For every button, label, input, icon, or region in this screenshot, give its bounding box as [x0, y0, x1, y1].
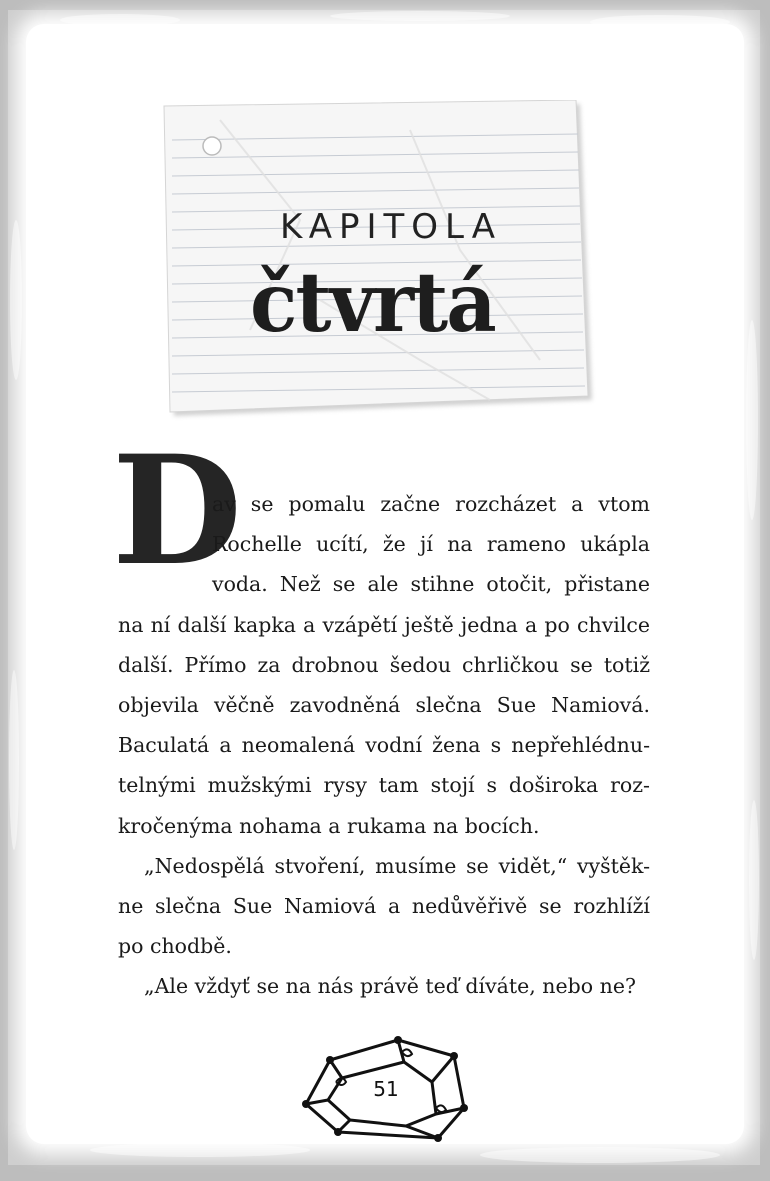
chapter-label: KAPITOLA [280, 207, 502, 247]
text-line: av se pomalu začne rozcházet a vtom [212, 492, 650, 516]
text-line: po chodbě. [118, 934, 232, 959]
text-line: telnými mužskými rysy tam stojí s doširoka roz- [118, 773, 650, 798]
text-line: „Ale vždyť se na nás právě teď díváte, nebo ne? [144, 974, 636, 999]
text-line: další. Přímo za drobnou šedou chrličkou se totiž [118, 652, 650, 677]
chapter-title: čtvrtá [250, 255, 495, 351]
page-number: 51 [373, 1077, 399, 1101]
text-line: „Nedospělá stvoření, musíme se vidět,“ vyštěk- [144, 853, 650, 878]
text-line: Baculatá a neomalená vodní žena s nepřehlédnu- [118, 733, 650, 758]
text-line: ne slečna Sue Namiová a nedůvěřivě se rozhlíží [118, 893, 650, 918]
text-line: voda. Než se ale stihne otočit, přistane [212, 572, 650, 597]
text-line: kročenýma nohama a rukama na bocích. [118, 813, 540, 838]
text-line: Rochelle ucítí, že jí na rameno ukápla [212, 532, 650, 557]
body-text [118, 484, 650, 1006]
text-line: objevila věčně zavodněná slečna Sue Namiová. [118, 692, 650, 717]
text-line: na ní další kapka a vzápětí ještě jedna a po chvilce [118, 612, 650, 637]
drop-cap-letter: D [112, 423, 243, 599]
